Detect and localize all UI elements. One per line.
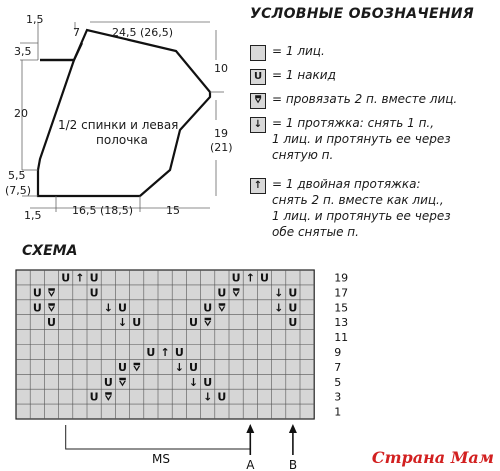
chart-cell-symbol: U [32,286,42,300]
chart-cell-symbol: ↑ [75,271,85,285]
chart-cell-symbol: U [118,301,127,315]
ssk-icon: ↓ [250,117,266,133]
chart-cell-symbol: ↓ [174,360,184,374]
row-label: 11 [334,331,349,345]
row-label: 17 [334,286,349,300]
chart-cell-symbol: U [118,360,127,374]
chart-cell-symbol: U [61,271,71,285]
legend-title: УСЛОВНЫЕ ОБОЗНАЧЕНИЯ [250,6,474,22]
chart-cell-symbol: U [89,271,99,285]
chart-cell-symbol: U [146,345,156,359]
chart-cell-symbol: U [189,360,198,374]
k2tog-icon: ⩢ [250,93,266,109]
double-decrease-icon: ↑ [250,178,266,194]
dim-right-10: 10 [214,62,228,75]
chart-cell-symbol: U [260,271,269,285]
chart-cell-symbol: U [288,316,298,330]
legend-text: = 1 протяжка: снять 1 п., [272,116,435,130]
dim-left-5-5: 5,5 [8,169,26,182]
chart-cell-symbol: ⩢ [119,375,126,389]
dim-bottom-width: 16,5 (18,5) [72,204,134,217]
legend-text: обе снятые п. [272,225,359,239]
chart-cell-symbol: U [89,390,99,404]
row-label: 1 [334,405,342,419]
marker-b-label: B [288,458,298,471]
chart-cell-symbol: U [32,301,42,315]
chart-cell-symbol: ⩢ [48,286,55,300]
row-label: 7 [334,360,342,374]
dim-left-20: 20 [14,107,28,120]
dim-right-19: 19 [214,127,228,140]
ms-bracket [66,425,251,449]
chart-cell-symbol: ⩢ [218,301,226,315]
row-label: 9 [334,345,342,359]
legend-text: = 1 двойная протяжка: [272,177,421,191]
chart-cell-symbol: ↓ [188,375,199,389]
chart-cell-symbol: U [288,301,298,315]
chart-cell-symbol: ⩢ [133,360,141,374]
chart-cell-symbol: ↓ [274,301,284,315]
chart-cell-symbol: ↓ [103,301,113,315]
marker-a-arrowhead [246,424,254,433]
ms-label: MS [152,452,170,466]
legend-text: 1 лиц. и протянуть ее через [272,209,451,223]
dim-left-7-5: (7,5) [5,184,32,197]
chart-cell-symbol: ⩢ [204,316,212,330]
dim-top-left-1-5: 1,5 [26,13,44,26]
chart-cell-symbol: U [203,301,213,315]
chart-cell-symbol: ⩢ [232,286,240,300]
chart-cell-symbol: ↑ [160,345,170,359]
legend-text: = провязать 2 п. вместе лиц. [272,92,458,106]
row-label: 19 [334,271,349,285]
chart-cell-symbol: U [217,286,227,300]
schema-title: СХЕМА [22,243,78,259]
chart-cell-symbol: ↓ [203,390,213,404]
chart-cell-symbol: U [288,286,298,300]
row-label: 13 [334,316,349,330]
dim-bottom-1-5: 1,5 [24,209,42,222]
chart-cell-symbol: U [89,286,99,300]
row-label: 5 [334,375,342,389]
chart-cell-symbol: U [174,345,184,359]
legend-text: снять 2 п. вместе как лиц., [272,193,444,207]
yarn-over-icon: U [250,69,266,85]
chart-cell-symbol: U [47,316,56,330]
piece-label-line1: 1/2 спинки и левая [58,118,179,132]
dim-right-21: (21) [210,141,233,154]
row-label: 15 [334,301,349,315]
chart-cell-symbol: ↓ [274,286,284,300]
chart-cell-symbol: U [231,271,241,285]
chart-cell-symbol: ↑ [245,271,255,285]
watermark: Страна Мам [371,448,494,467]
dim-left-3-5: 3,5 [14,45,32,58]
chart-cell-symbol: U [217,390,227,404]
piece-label-line2: полочка [96,133,148,147]
chart-cell-symbol: U [132,316,142,330]
marker-b-arrowhead [289,424,297,433]
row-label: 3 [334,390,342,404]
chart-cell-symbol: U [203,375,213,389]
chart-cell-symbol: ⩢ [48,301,55,315]
chart-cell-symbol: U [189,316,198,330]
marker-a-label: A [246,458,255,471]
legend-text: снятую п. [272,148,334,162]
dim-top-7: 7 [73,26,80,39]
chart-cell-symbol: U [103,375,113,389]
chart-cell-symbol: ↓ [117,316,128,330]
chart-cell-symbol: ⩢ [104,390,112,404]
legend-text: 1 лиц. и протянуть ее через [272,132,451,146]
legend-text: = 1 накид [272,68,336,82]
dim-top-width: 24,5 (26,5) [112,26,174,39]
dim-bottom-15: 15 [166,204,180,217]
legend-text: = 1 лиц. [272,44,325,58]
